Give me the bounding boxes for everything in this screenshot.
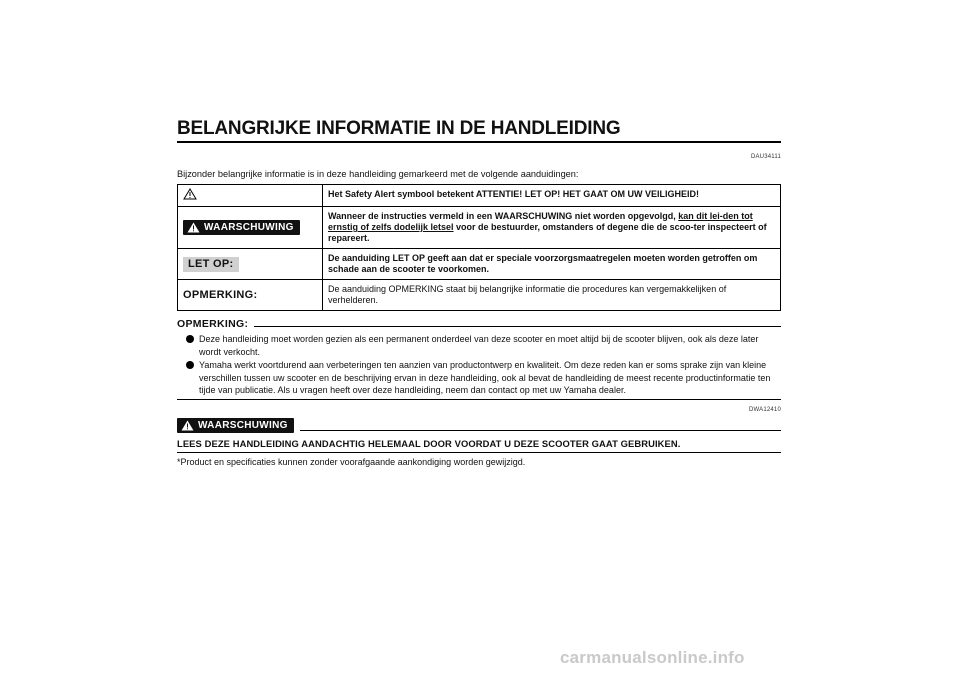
- watermark: carmanualsonline.info: [560, 648, 745, 667]
- intro-text: Bijzonder belangrijke informatie is in deze handleiding gemarkeerd met de volgende aanduidingen:: [177, 169, 579, 179]
- warning-badge: [177, 418, 294, 433]
- letop-description: De aanduiding LET OP geeft aan dat er speciale voorzorgsmaatregelen moeten worden getroffen om schade aan de scooter te voorkomen.: [323, 249, 781, 280]
- warning-triangle-icon: [181, 420, 194, 431]
- bullet-icon: [186, 335, 194, 343]
- divider: [300, 430, 781, 431]
- notes-heading-label: OPMERKING:: [177, 318, 249, 330]
- page: [177, 118, 781, 467]
- warning-badge: [183, 220, 300, 235]
- letop-symbol-cell: [178, 249, 323, 280]
- warning-triangle-icon: [187, 222, 200, 233]
- section-code: DAU34111: [750, 154, 781, 160]
- warning-description-underlined: kan dit lei-den tot ernstig of zelfs dodelijk letsel: [328, 211, 753, 232]
- warning-description-part: voor de bestuurder, omstanders of degene die de scoo-ter inspecteert of repareert.: [328, 222, 767, 243]
- warning-description-part: Wanneer de instructies vermeld in een WAARSCHUWING niet worden opgevolgd,: [328, 211, 679, 221]
- table-row: [178, 249, 781, 280]
- table-row: [178, 207, 781, 249]
- divider: [177, 399, 781, 400]
- page-title: BELANGRIJKE INFORMATIE IN DE HANDLEIDING: [177, 118, 781, 143]
- letop-badge: LET OP:: [183, 257, 239, 272]
- warning-triangle-icon: [183, 192, 197, 202]
- warning-text: LEES DEZE HANDLEIDING AANDACHTIG HELEMAAL DOOR VOORDAT U DEZE SCOOTER GAAT GEBRUIKEN.: [177, 438, 781, 453]
- list-item-text: Deze handleiding moet worden gezien als een permanent onderdeel van deze scooter en moet altijd bij de scooter blijven, ook als deze later wordt verkocht.: [199, 334, 759, 357]
- opmerking-symbol-cell: [178, 280, 323, 311]
- warning-code: DWA12410: [748, 406, 781, 413]
- notes-heading: [177, 318, 781, 330]
- warning-description: [323, 207, 781, 249]
- notes-list: [177, 333, 781, 397]
- alert-symbol-cell: [178, 185, 323, 207]
- table-row: [178, 280, 781, 311]
- opmerking-label: OPMERKING:: [183, 288, 258, 301]
- warning-badge-label: WAARSCHUWING: [198, 419, 288, 431]
- alert-description: Het Safety Alert symbool betekent ATTENTIE! LET OP! HET GAAT OM UW VEILIGHEID!: [323, 185, 781, 207]
- list-item: [177, 359, 781, 397]
- table-row: [178, 185, 781, 207]
- bullet-icon: [186, 361, 194, 369]
- list-item-text: Yamaha werkt voortdurend aan verbeteringen ten aanzien van productontwerp en kwaliteit. Om deze reden kan er soms sprake zijn van kleine verschillen tussen uw scooter en de beschrijving ervan in deze handleiding, ook al bevat de handleiding de meest recente productinformatie ten tijde van publicatie. Als u vragen heeft over deze handleiding, neem dan contact op met uw Yamaha dealer.: [199, 360, 771, 396]
- warning-badge-label: WAARSCHUWING: [204, 221, 294, 233]
- list-item: [177, 333, 781, 358]
- warning-symbol-cell: [178, 207, 323, 249]
- footnote: *Product en specificaties kunnen zonder voorafgaande aankondiging worden gewijzigd.: [177, 456, 526, 467]
- signal-words-table: [177, 184, 781, 311]
- opmerking-description: De aanduiding OPMERKING staat bij belangrijke informatie die procedures kan vergemakkelijken of verhelderen.: [323, 280, 781, 311]
- warning-heading: [177, 418, 781, 433]
- divider: [254, 326, 781, 327]
